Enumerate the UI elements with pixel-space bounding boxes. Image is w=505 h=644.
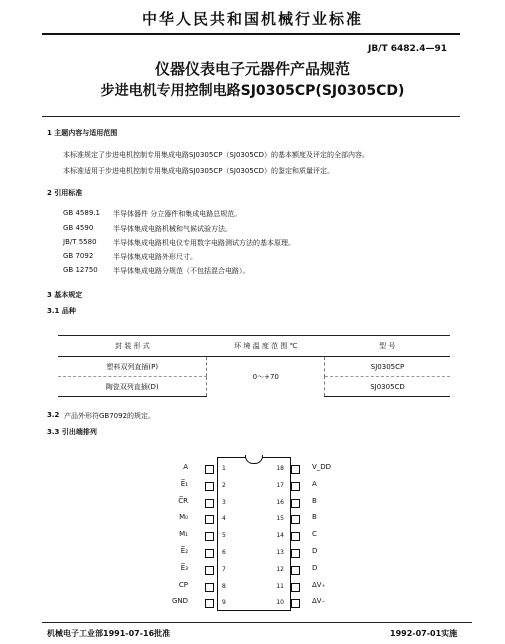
pin-number: 5: [222, 532, 226, 540]
pin-number: 10: [276, 599, 284, 607]
header-rule: [42, 33, 460, 35]
pin-label: CP: [178, 580, 188, 589]
pin-box: [205, 583, 214, 592]
pin-label: B: [312, 513, 317, 522]
pin-box: [205, 515, 214, 524]
section-3-2-number: 3.2: [47, 411, 60, 419]
table-cell-package: 陶瓷双列直插(D): [58, 377, 207, 397]
table-cell-model: SJ0305CD: [325, 377, 450, 397]
pin-number: 4: [222, 515, 226, 523]
pin-box: [205, 532, 214, 541]
pin-number: 1: [222, 465, 226, 472]
standard-code: JB/T 6482.4—91: [367, 44, 447, 54]
pin-label: GND: [171, 597, 188, 606]
section-3-3-title: 3.3 引出端排列: [47, 428, 97, 436]
pin-number: 11: [276, 582, 284, 590]
pin-box: [205, 599, 214, 608]
pin-number: 17: [276, 481, 284, 489]
section-3-title: 3 基本规定: [47, 291, 83, 299]
pin-label: ΔV₋: [312, 597, 326, 606]
section-3-1-title: 3.1 品种: [47, 307, 76, 315]
pin-number: 16: [276, 498, 284, 506]
table-header-temp-range: 环 境 温 度 范 围 ℃: [207, 336, 325, 357]
pin-number: 13: [276, 549, 284, 556]
section-1-text-2: 本标准适用于步进电机控制专用集成电路SJ0305CP（SJ0305CD）的鉴定和质量评定。: [63, 167, 335, 175]
pin-number: 7: [222, 565, 226, 573]
pin-label: V_DD: [312, 463, 332, 471]
ref-desc: 半导体集成电路机械和气候试验方法。: [113, 225, 232, 233]
ref-code: GB 4590: [63, 224, 94, 232]
pin-number: 8: [222, 582, 226, 590]
product-variant-table: [58, 335, 450, 397]
pin-number: 18: [276, 465, 284, 472]
table-header-model: 型 号: [325, 336, 450, 357]
pin-number: 2: [222, 481, 226, 489]
approval-date: 机械电子工业部1991-07-16批准: [47, 629, 171, 638]
document-subtitle: 步进电机专用控制电路SJ0305CP(SJ0305CD): [100, 83, 405, 99]
section-3-2-text: 产品外形符GB7092的规定。: [64, 412, 156, 420]
document-title: 仪器仪表电子元器件产品规范: [154, 60, 350, 78]
ref-desc: 半导体集成电路机电仪专用数字电路测试方法的基本原理。: [113, 239, 295, 247]
pin-label: M₁: [179, 530, 188, 539]
pin-box: [291, 566, 300, 575]
table-cell-range: 0～+70: [207, 357, 325, 397]
ref-code: GB 4589.1: [63, 209, 100, 217]
pin-box: [291, 532, 300, 541]
pin-box: [291, 515, 300, 524]
pin-label: E̅₃: [180, 563, 188, 572]
pin-label: D: [312, 547, 318, 555]
effective-date: 1992-07-01实施: [390, 629, 458, 638]
pin-number: 15: [276, 515, 284, 523]
ref-desc: 半导体集成电路分规范（不包括混合电路）。: [113, 267, 250, 275]
pin-box: [291, 549, 300, 558]
pin-box: [291, 465, 300, 474]
pin-label: M₀: [179, 513, 188, 522]
pin-number: 12: [276, 565, 284, 573]
pin-number: 14: [276, 532, 284, 540]
pin-number: 6: [222, 549, 226, 556]
pin-box: [291, 599, 300, 608]
pin-box: [205, 566, 214, 575]
section-2-title: 2 引用标准: [47, 189, 83, 197]
ref-code: GB 7092: [63, 252, 94, 260]
table-cell-package: 塑料双列直插(P): [58, 357, 207, 377]
ref-code: GB 12750: [63, 266, 98, 274]
ref-code: JB/T 5580: [63, 238, 97, 246]
pin-label: E̅₂: [180, 547, 188, 555]
table-header-package: 封 装 形 式: [58, 336, 207, 357]
pin-label: C: [312, 530, 317, 539]
title-divider: [42, 116, 460, 117]
pin-number: 9: [222, 599, 226, 607]
section-1-text-1: 本标准规定了步进电机控制专用集成电路SJ0305CP（SJ0305CD）的基本额度及评定的全部内容。: [63, 151, 370, 159]
table-cell-model: SJ0305CP: [325, 357, 450, 377]
footer-divider: [42, 622, 472, 623]
pin-label: E̅₁: [180, 479, 188, 488]
pin-box: [205, 465, 214, 474]
pin-box: [205, 549, 214, 558]
pin-label: C̅R: [178, 496, 188, 505]
pin-label: A: [183, 463, 188, 471]
pin-box: [291, 482, 300, 491]
ref-desc: 半导体集成电路外形尺寸。: [113, 253, 197, 261]
pin-label: ΔV₊: [312, 580, 326, 589]
pin-number: 3: [222, 498, 226, 506]
table-row: [58, 357, 450, 377]
ref-desc: 半导体器件 分立器件和集成电路总规范。: [113, 210, 242, 218]
pin-label: B: [312, 496, 317, 505]
pin-box: [291, 499, 300, 508]
pin-box: [205, 499, 214, 508]
section-1-title: 1 主题内容与适用范围: [47, 129, 118, 137]
pin-box: [291, 583, 300, 592]
pin-label: A: [312, 479, 317, 488]
pin-box: [205, 482, 214, 491]
pin-label: D: [312, 563, 318, 572]
standard-org-header: 中华人民共和国机械行业标准: [141, 10, 363, 28]
